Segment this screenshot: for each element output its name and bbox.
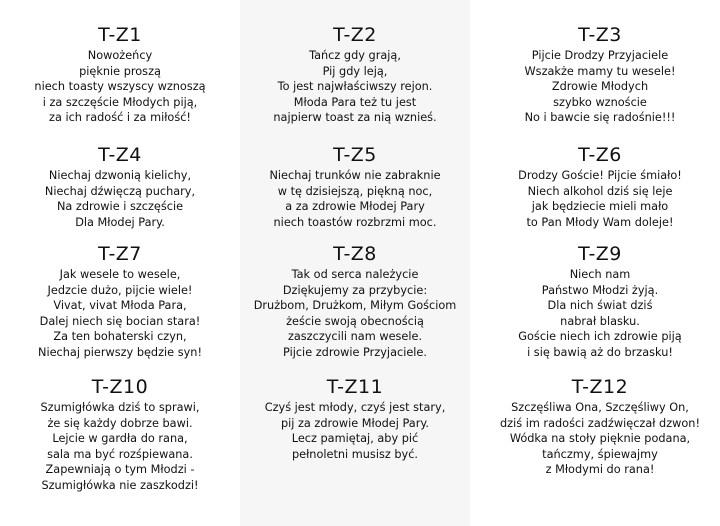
toast-line: Niechaj dzwonią kielichy, xyxy=(48,169,192,182)
toast-line: To jest najwłaściwszy rejon. xyxy=(277,80,433,94)
toast-line: Dla Młodej Pary. xyxy=(75,215,165,229)
toast-code: T-Z10 xyxy=(91,376,149,398)
toast-line: Na zdrowie i szczęście xyxy=(56,200,184,214)
toast-line: żeście swoją obecnością xyxy=(286,314,424,328)
toast-code: T-Z9 xyxy=(578,243,622,265)
toast-line: Za ten bohaterski czyn, xyxy=(53,330,187,344)
toast-line: zaszczycili nam wesele. xyxy=(287,330,423,344)
toast-line: a za zdrowie Młodej Pary xyxy=(285,200,425,214)
toast-line: że się każdy dobrze bawi. xyxy=(47,416,193,430)
toast-card xyxy=(485,376,715,478)
toast-code: T-Z7 xyxy=(98,243,142,265)
toast-line: Niech nam xyxy=(569,268,631,281)
toast-card xyxy=(485,24,715,126)
toast-line: Niechaj pierwszy będzie syn! xyxy=(38,345,202,359)
toast-line: Goście niech ich zdrowie piją xyxy=(518,330,682,344)
toast-card xyxy=(240,243,470,361)
toast-card xyxy=(5,376,235,494)
toast-card xyxy=(240,24,470,126)
toast-line: i za szczęście Młodych piją, xyxy=(42,95,198,109)
toast-line: pij za zdrowie Młodej Pary. xyxy=(280,416,430,430)
toast-line: Szumigłówka nie zaszkodzi! xyxy=(41,478,199,492)
toast-line: Drodzy Goście! Pijcie śmiało! xyxy=(518,169,682,182)
toast-card xyxy=(240,376,470,462)
toast-card xyxy=(240,144,470,230)
toast-line: nabrał blasku. xyxy=(560,314,640,328)
toast-line: za ich radość i za miłość! xyxy=(49,111,191,125)
toast-line: Niechaj dźwięczą puchary, xyxy=(44,184,196,198)
toast-code: T-Z3 xyxy=(578,24,622,46)
toast-line: z Młodymi do rana! xyxy=(545,463,655,477)
toast-line: pięknie proszą xyxy=(79,64,161,78)
toast-line: Młoda Para też tu jest xyxy=(293,95,417,109)
toast-line: Wódka na stoły pięknie podana, xyxy=(509,432,691,446)
toast-line: pełnoletni musisz być. xyxy=(291,447,419,461)
toast-line: Państwo Młodzi żyją. xyxy=(541,283,659,297)
toast-code: T-Z6 xyxy=(578,144,622,166)
toast-line: dziś im radości zadźwięczał dzwon! xyxy=(499,416,700,430)
toast-code: T-Z12 xyxy=(571,376,629,398)
toast-card xyxy=(5,243,235,361)
toast-line: szybko wznoście xyxy=(553,95,647,109)
toast-line: Dziękujemy za przybycie: xyxy=(282,283,428,297)
toast-line: sala ma być rozśpiewana. xyxy=(47,447,193,461)
toast-line: No i bawcie się radośnie!!! xyxy=(524,111,676,125)
toast-code: T-Z11 xyxy=(326,376,384,398)
toast-line: Jedzcie dużo, pijcie wiele! xyxy=(47,283,193,297)
toast-line: Tańcz gdy grają, xyxy=(309,49,401,62)
toast-line: i się bawią aż do brzasku! xyxy=(527,345,673,359)
toast-line: Nowożeńcy xyxy=(87,49,153,62)
toast-line: Wszakże mamy tu wesele! xyxy=(524,64,676,78)
toast-line: Drużbom, Drużkom, Miłym Gościom xyxy=(253,299,457,313)
toast-line: niech toasty wszyscy wznoszą xyxy=(34,80,206,94)
toast-line: Vivat, vivat Młoda Para, xyxy=(53,299,187,313)
toast-code: T-Z5 xyxy=(333,144,377,166)
toast-line: w tę dzisiejszą, piękną noc, xyxy=(277,184,433,198)
toast-line: Pijcie Drodzy Przyjaciele xyxy=(531,49,669,62)
toast-code: T-Z2 xyxy=(333,24,377,46)
toast-line: Tak od serca należycie xyxy=(291,268,419,281)
toast-line: Szumigłówka dziś to sprawi, xyxy=(40,401,200,414)
toast-line: tańczmy, śpiewajmy xyxy=(542,447,658,461)
toast-code: T-Z8 xyxy=(333,243,377,265)
toast-line: Dalej niech się bocian stara! xyxy=(39,314,201,328)
toast-line: Zapewniają o tym Młodzi - xyxy=(45,463,195,477)
toast-line: Niechaj trunków nie zabraknie xyxy=(269,169,441,182)
toast-line: Niech alkohol dziś się leje xyxy=(527,184,673,198)
toast-line: Szczęśliwa Ona, Szczęśliwy On, xyxy=(511,401,689,414)
toast-card xyxy=(5,24,235,126)
toast-card xyxy=(485,144,715,230)
toast-line: najpierw toast za nią wznieś. xyxy=(273,111,437,125)
toast-card xyxy=(5,144,235,230)
toast-line: Lejcie w gardła do rana, xyxy=(52,432,188,446)
toast-line: niech toastów rozbrzmi moc. xyxy=(273,215,437,229)
toast-line: Zdrowie Młodych xyxy=(551,80,649,94)
toast-line: jak będziecie mieli mało xyxy=(531,200,669,214)
toast-line: to Pan Młody Wam doleje! xyxy=(526,215,674,229)
toast-line: Lecz pamiętaj, aby pić xyxy=(291,432,419,446)
toast-line: Dla nich świat dziś xyxy=(547,299,653,313)
toast-card xyxy=(485,243,715,361)
toast-line: Jak wesele to wesele, xyxy=(59,268,181,281)
toast-line: Czyś jest młody, czyś jest stary, xyxy=(264,401,446,414)
toast-line: Pij gdy leją, xyxy=(322,64,388,78)
toast-code: T-Z1 xyxy=(98,24,142,46)
toast-line: Pijcie zdrowie Przyjaciele. xyxy=(283,345,427,359)
toast-code: T-Z4 xyxy=(98,144,142,166)
